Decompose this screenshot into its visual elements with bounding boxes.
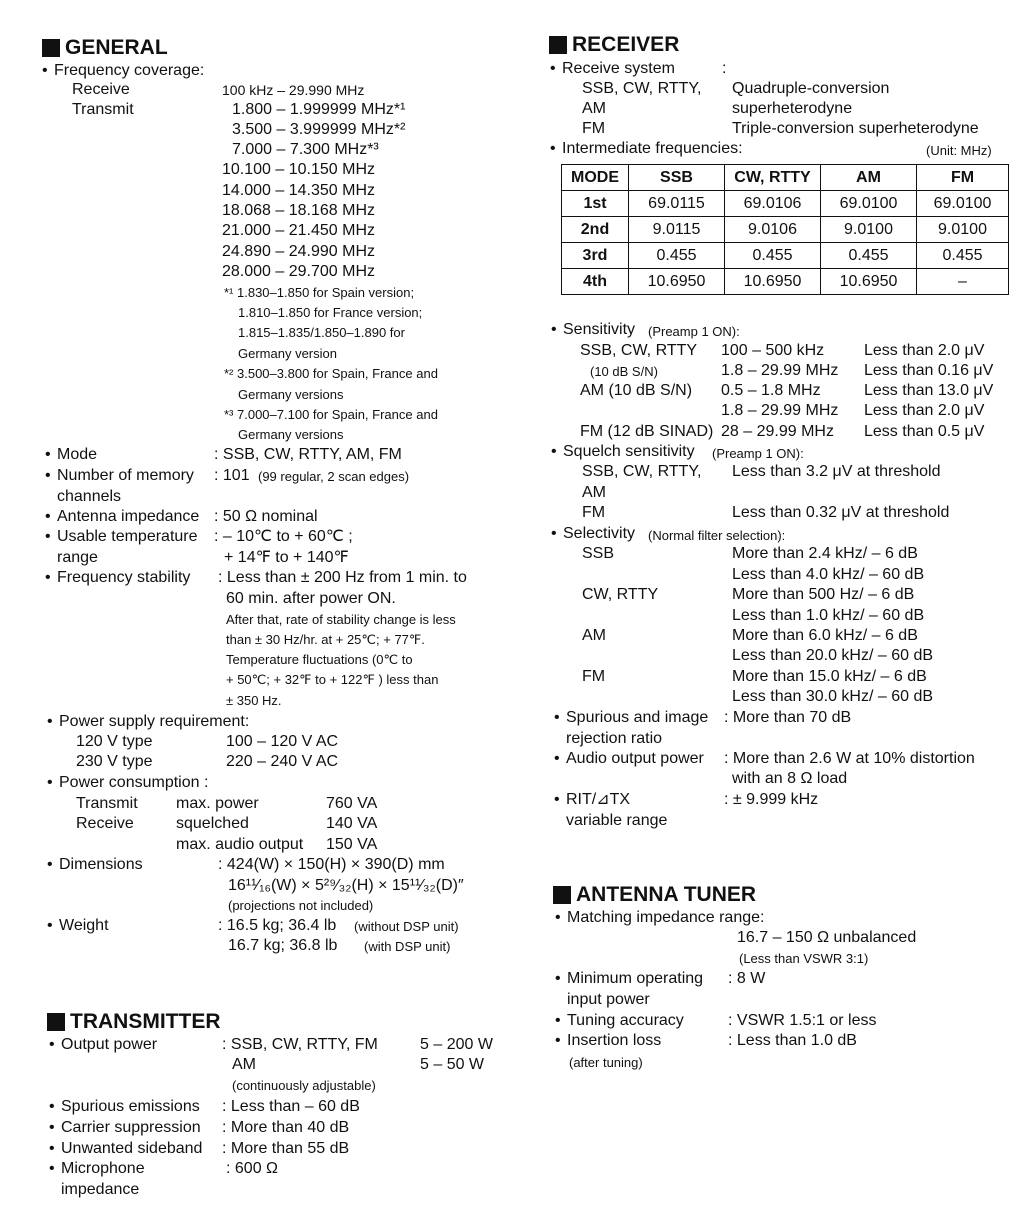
weight-note: (without DSP unit) [354, 919, 459, 934]
memory-note: (99 regular, 2 scan edges) [258, 469, 410, 484]
spurious-label: • Spurious emissions [61, 1097, 200, 1117]
footnote: Germany versions [238, 427, 344, 442]
output-b-value: 5 – 50 W [420, 1056, 485, 1073]
sensitivity-label: • Sensitivity [563, 320, 635, 340]
transmit-line: 10.100 – 10.150 MHz [222, 161, 375, 178]
consumption-c: 150 VA [326, 836, 378, 853]
consumption-b: max. audio output [176, 836, 304, 853]
if-cell: 0.455 [629, 243, 725, 269]
receiver-heading: RECEIVER [572, 33, 680, 56]
rit-label-2: variable range [566, 812, 668, 829]
table-row [562, 269, 1009, 295]
if-col-header: MODE [562, 165, 629, 191]
if-col-header: AM [821, 165, 917, 191]
tuning-accuracy-label: • Tuning accuracy [567, 1011, 684, 1031]
transmitter-heading: TRANSMITTER [70, 1010, 221, 1033]
if-cell: 0.455 [725, 243, 821, 269]
matching-value: 16.7 – 150 Ω unbalanced [737, 929, 917, 946]
memory-value: : 101 [214, 467, 250, 484]
table-row [562, 191, 1009, 217]
if-col-header: FM [917, 165, 1009, 191]
temp-value: : – 10℃ to + 60℃ ; [214, 528, 353, 545]
supply-type: 230 V type [76, 753, 153, 770]
system-value: superheterodyne [732, 100, 853, 117]
if-cell: 0.455 [821, 243, 917, 269]
transmit-line: 18.068 – 18.168 MHz [222, 202, 375, 219]
if-cell: 69.0100 [821, 191, 917, 217]
sel-value: Less than 30.0 kHz/ – 60 dB [732, 688, 934, 705]
sideband-label: • Unwanted sideband [61, 1139, 202, 1159]
output-note: (continuously adjustable) [232, 1078, 376, 1093]
receive-system-label: • Receive system [562, 59, 675, 79]
if-unit: (Unit: MHz) [926, 143, 992, 158]
sens-mode: SSB, CW, RTTY [580, 342, 698, 359]
transmit-line: 7.000 – 7.300 MHz*³ [232, 141, 379, 158]
sel-mode: SSB [582, 545, 615, 562]
tuner-heading: ANTENNA TUNER [576, 883, 757, 906]
transmit-line: 14.000 – 14.350 MHz [222, 182, 375, 199]
transmit-label: Transmit [72, 101, 134, 118]
receive-label: Receive [72, 81, 130, 98]
mode-value: : SSB, CW, RTTY, AM, FM [214, 446, 402, 463]
if-table-header [562, 165, 1009, 191]
consumption-a: Receive [76, 815, 134, 832]
system-mode: AM [582, 100, 606, 117]
squelch-mode-2: AM [582, 484, 606, 501]
sel-mode: CW, RTTY [582, 586, 659, 603]
transmit-line: 28.000 – 29.700 MHz [222, 263, 375, 280]
squelch-mode: FM [582, 504, 606, 521]
footnote: *² 3.500–3.800 for Spain, France and [224, 366, 438, 381]
if-col-header: SSB [629, 165, 725, 191]
weight-value-2: 16.7 kg; 36.8 lb [228, 937, 338, 954]
transmit-line: 3.500 – 3.999999 MHz*² [232, 121, 406, 138]
stability-note: + 50℃; + 32℉ to + 122℉ ) less than [226, 672, 439, 687]
if-cell: 9.0115 [629, 217, 725, 243]
antenna-label: • Antenna impedance [57, 507, 199, 527]
supply-type: 120 V type [76, 733, 153, 750]
audio-output-value-2: with an 8 Ω load [732, 770, 848, 787]
temp-label: • Usable temperature [57, 527, 198, 547]
system-mode: FM [582, 120, 606, 137]
temp-label-2: range [57, 549, 98, 566]
consumption-b: squelched [176, 815, 249, 832]
if-cell: 9.0106 [725, 217, 821, 243]
stability-note: After that, rate of stability change is less [226, 612, 456, 627]
if-cell: – [917, 269, 1009, 295]
footnote: Germany versions [238, 387, 344, 402]
squelch-value: Less than 3.2 μV at threshold [732, 463, 941, 480]
footnote: 1.815–1.835/1.850–1.890 for [238, 325, 405, 340]
matching-note: (Less than VSWR 3:1) [739, 951, 869, 966]
table-row [562, 217, 1009, 243]
selectivity-label: • Selectivity [563, 524, 635, 544]
if-cell: 69.0115 [629, 191, 725, 217]
consumption-c: 760 VA [326, 795, 378, 812]
squelch-value: Less than 0.32 μV at threshold [732, 504, 950, 521]
if-cell: 69.0100 [917, 191, 1009, 217]
sel-value: More than 500 Hz/ – 6 dB [732, 586, 915, 603]
spurious-image-value: : More than 70 dB [724, 709, 852, 726]
consumption-b: max. power [176, 795, 259, 812]
sel-value: Less than 1.0 kHz/ – 60 dB [732, 607, 925, 624]
if-cell: 10.6950 [725, 269, 821, 295]
section-marker [47, 1013, 65, 1031]
dimensions-note: (projections not included) [228, 898, 374, 913]
transmit-line: 24.890 – 24.990 MHz [222, 243, 375, 260]
carrier-label: • Carrier suppression [61, 1118, 201, 1138]
sel-value: Less than 20.0 kHz/ – 60 dB [732, 647, 934, 664]
supply-value: 220 – 240 V AC [226, 753, 339, 770]
sens-range: 0.5 – 1.8 MHz [721, 382, 821, 399]
matching-label: • Matching impedance range: [567, 908, 764, 928]
sens-mode: FM (12 dB SINAD) [580, 423, 714, 440]
footnote: *¹ 1.830–1.850 for Spain version; [224, 285, 415, 300]
if-cell: 69.0106 [725, 191, 821, 217]
mode-label: • Mode [57, 445, 97, 465]
transmit-line: 1.800 – 1.999999 MHz*¹ [232, 101, 406, 118]
section-marker [553, 886, 571, 904]
consumption-a: Transmit [76, 795, 138, 812]
dimensions-value: : 424(W) × 150(H) × 390(D) mm [218, 856, 445, 873]
footnote: Germany version [238, 346, 337, 361]
system-value: Triple-conversion superheterodyne [732, 120, 979, 137]
transmit-line: 21.000 – 21.450 MHz [222, 222, 375, 239]
dimensions-label: • Dimensions [59, 855, 143, 875]
memory-label-2: channels [57, 488, 122, 505]
if-cell: 10.6950 [821, 269, 917, 295]
if-cell: 9.0100 [917, 217, 1009, 243]
system-value: Quadruple-conversion [732, 80, 890, 97]
insertion-loss-label: • Insertion loss [567, 1031, 661, 1051]
squelch-mode: SSB, CW, RTTY, [582, 463, 702, 480]
section-marker [549, 36, 567, 54]
sens-value: Less than 2.0 μV [864, 342, 985, 359]
sens-mode: AM (10 dB S/N) [580, 382, 693, 399]
if-cell: 0.455 [917, 243, 1009, 269]
general-heading: GENERAL [65, 36, 168, 59]
min-operating-label-2: input power [567, 991, 650, 1008]
output-label: • Output power [61, 1035, 157, 1055]
rit-label: • RIT/⊿TX [566, 790, 630, 810]
receive-value: 100 kHz – 29.990 MHz [222, 82, 365, 98]
sens-range: 100 – 500 kHz [721, 342, 825, 359]
supply-label: • Power supply requirement: [59, 712, 249, 732]
if-row-header: 2nd [562, 217, 629, 243]
memory-label: • Number of memory [57, 466, 194, 486]
min-operating-value: : 8 W [728, 970, 766, 987]
mic-label: • Microphone [61, 1159, 145, 1179]
rit-value: : ± 9.999 kHz [724, 791, 819, 808]
mic-label-2: impedance [61, 1181, 140, 1198]
stability-note: than ± 30 Hz/hr. at + 25℃; + 77℉. [226, 632, 425, 647]
supply-value: 100 – 120 V AC [226, 733, 339, 750]
sensitivity-note: (Preamp 1 ON): [648, 324, 740, 339]
sens-value: Less than 2.0 μV [864, 402, 985, 419]
output-a: : SSB, CW, RTTY, FM [222, 1036, 378, 1053]
if-row-header: 1st [562, 191, 629, 217]
audio-output-label: • Audio output power [566, 749, 704, 769]
stability-value: : Less than ± 200 Hz from 1 min. to [218, 569, 467, 586]
sens-value: Less than 13.0 μV [864, 382, 994, 399]
insertion-loss-note: (after tuning) [569, 1055, 643, 1070]
stability-note: ± 350 Hz. [226, 693, 282, 708]
stability-note: Temperature fluctuations (0℃ to [226, 652, 413, 667]
spurious-value: : Less than – 60 dB [222, 1098, 360, 1115]
weight-label: • Weight [59, 916, 109, 936]
receive-system-colon: : [722, 60, 727, 77]
min-operating-label: • Minimum operating [567, 969, 703, 989]
sens-value: Less than 0.5 μV [864, 423, 985, 440]
if-row-header: 4th [562, 269, 629, 295]
output-b: AM [232, 1056, 256, 1073]
footnote: *³ 7.000–7.100 for Spain, France and [224, 407, 438, 422]
table-row [562, 243, 1009, 269]
if-table [561, 164, 1009, 295]
section-marker [42, 39, 60, 57]
sens-mode: (10 dB S/N) [590, 364, 658, 379]
sel-mode: AM [582, 627, 606, 644]
sel-value: More than 2.4 kHz/ – 6 dB [732, 545, 918, 562]
weight-note-2: (with DSP unit) [364, 939, 451, 954]
sens-range: 28 – 29.99 MHz [721, 423, 834, 440]
sel-mode: FM [582, 668, 606, 685]
sideband-value: : More than 55 dB [222, 1140, 350, 1157]
antenna-value: : 50 Ω nominal [214, 508, 318, 525]
squelch-note: (Preamp 1 ON): [712, 446, 804, 461]
if-col-header: CW, RTTY [725, 165, 821, 191]
mic-value: : 600 Ω [226, 1160, 278, 1177]
insertion-loss-value: : Less than 1.0 dB [728, 1032, 857, 1049]
selectivity-note: (Normal filter selection): [648, 528, 786, 543]
spurious-image-label: • Spurious and image [566, 708, 708, 728]
spurious-image-label-2: rejection ratio [566, 730, 663, 747]
if-cell: 10.6950 [629, 269, 725, 295]
if-row-header: 3rd [562, 243, 629, 269]
tuning-accuracy-value: : VSWR 1.5:1 or less [728, 1012, 877, 1029]
dimensions-value-2: 16¹¹⁄₁₆(W) × 5²⁹⁄₃₂(H) × 15¹¹⁄₃₂(D)″ [228, 877, 464, 894]
sens-range: 1.8 – 29.99 MHz [721, 362, 839, 379]
sel-value: More than 15.0 kHz/ – 6 dB [732, 668, 927, 685]
weight-value: : 16.5 kg; 36.4 lb [218, 917, 337, 934]
consumption-c: 140 VA [326, 815, 378, 832]
carrier-value: : More than 40 dB [222, 1119, 350, 1136]
consumption-label: • Power consumption : [59, 773, 208, 793]
stability-value-2: 60 min. after power ON. [226, 590, 396, 607]
sens-value: Less than 0.16 μV [864, 362, 994, 379]
system-mode: SSB, CW, RTTY, [582, 80, 702, 97]
if-cell: 9.0100 [821, 217, 917, 243]
temp-value-2: + 14℉ to + 140℉ [224, 549, 349, 566]
freq-coverage-label: • Frequency coverage: [54, 61, 204, 81]
audio-output-value: : More than 2.6 W at 10% distortion [724, 750, 975, 767]
stability-label: • Frequency stability [57, 568, 190, 588]
squelch-label: • Squelch sensitivity [563, 442, 695, 462]
footnote: 1.810–1.850 for France version; [238, 305, 423, 320]
if-label: • Intermediate frequencies: [562, 139, 743, 159]
sel-value: More than 6.0 kHz/ – 6 dB [732, 627, 918, 644]
output-a-value: 5 – 200 W [420, 1036, 493, 1053]
sel-value: Less than 4.0 kHz/ – 60 dB [732, 566, 925, 583]
sens-range: 1.8 – 29.99 MHz [721, 402, 839, 419]
